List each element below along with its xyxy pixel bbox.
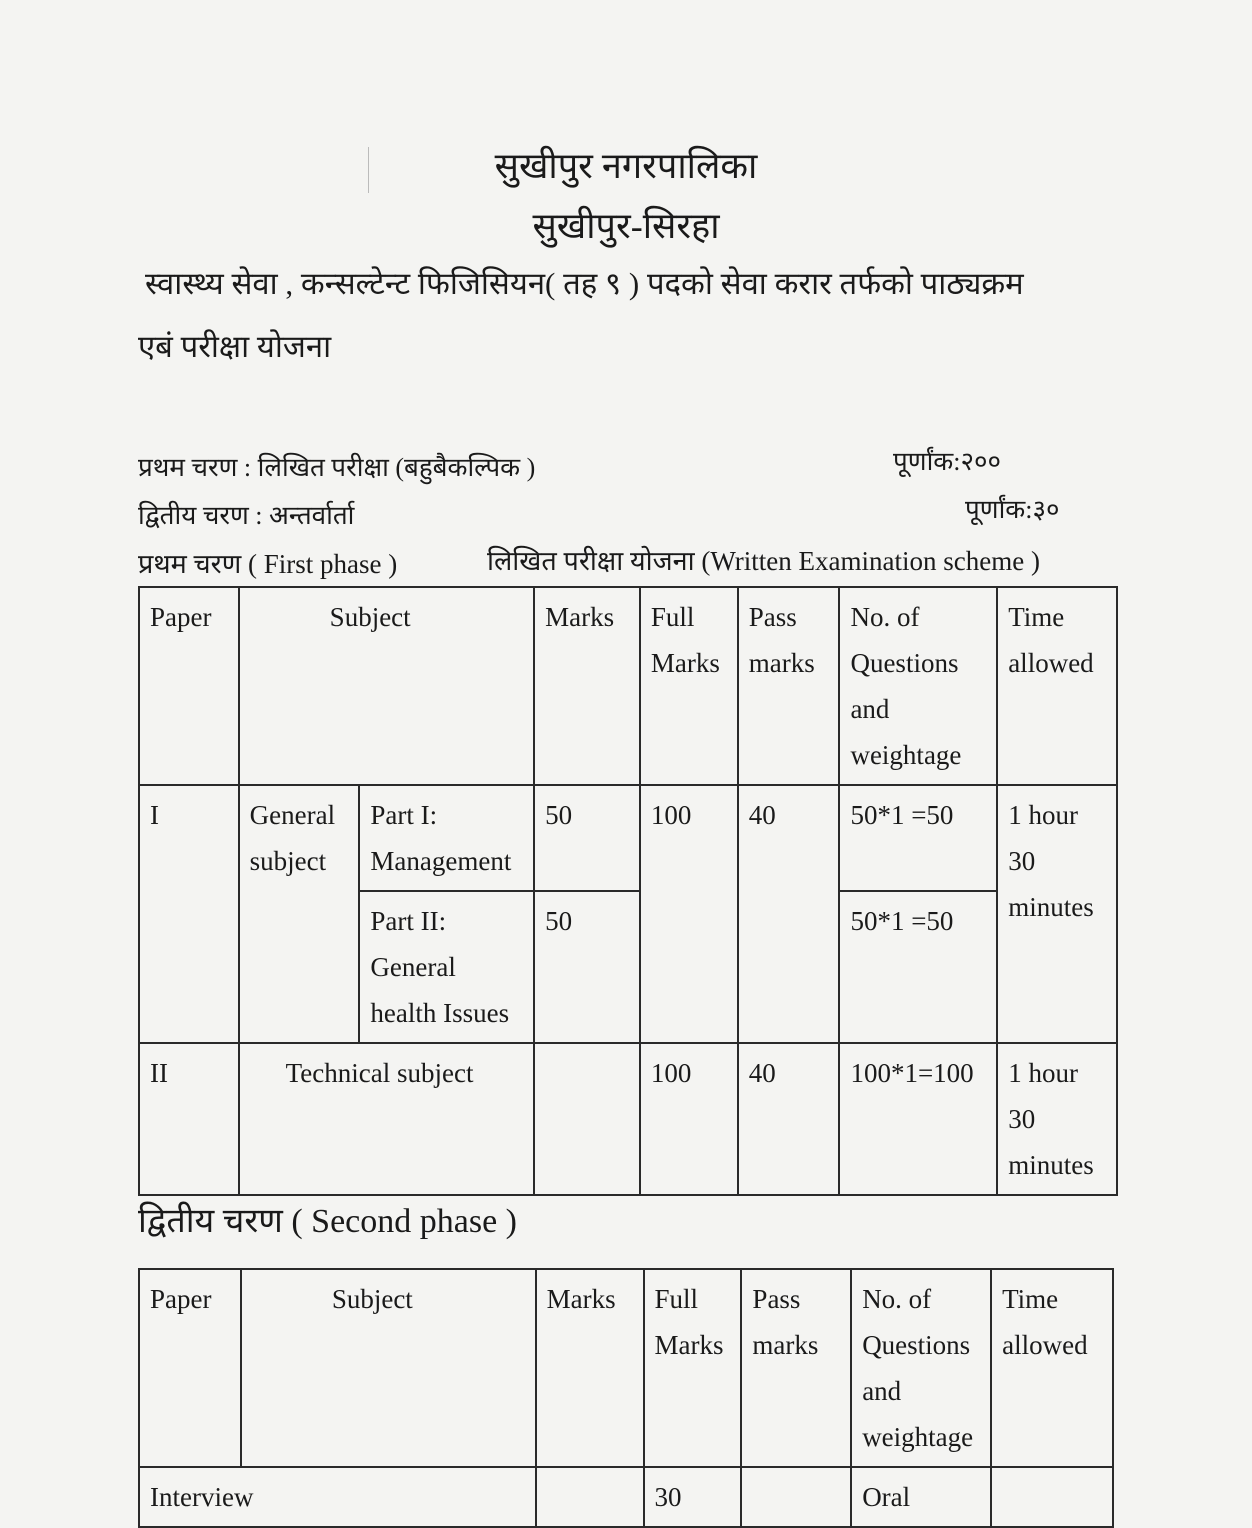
part-two-marks: 50 bbox=[534, 891, 640, 1043]
interview-method: Oral bbox=[851, 1467, 991, 1527]
header-pass-marks: Pass marks bbox=[741, 1269, 851, 1467]
paper-one-time: 1 hour 30 minutes bbox=[997, 785, 1117, 1043]
paper-one-full-marks: 100 bbox=[640, 785, 738, 1043]
header-subject: Subject bbox=[239, 587, 535, 785]
paper-two-cell: II bbox=[139, 1043, 239, 1195]
header-full-marks: Full Marks bbox=[644, 1269, 742, 1467]
document-title-line2: एबं परीक्षा योजना bbox=[138, 329, 332, 364]
header-paper: Paper bbox=[139, 1269, 241, 1467]
part-one-weightage: 50*1 =50 bbox=[839, 785, 997, 891]
municipality-title: सुखीपुर नगरपालिका bbox=[494, 146, 758, 186]
second-stage-label: द्वितीय चरण : अन्तर्वार्ता bbox=[138, 501, 355, 530]
header-marks: Marks bbox=[534, 587, 640, 785]
paper-one-cell: I bbox=[139, 785, 239, 1043]
part-one-cell: Part I: Management bbox=[359, 785, 534, 891]
interview-marks bbox=[536, 1467, 644, 1527]
first-phase-heading: प्रथम चरण ( First phase ) bbox=[138, 549, 398, 579]
interview-cell: Interview bbox=[139, 1467, 536, 1527]
first-phase-table bbox=[138, 586, 1118, 1196]
second-phase-table bbox=[138, 1268, 1114, 1528]
general-subject-cell: General subject bbox=[239, 785, 360, 1043]
paper-two-weightage: 100*1=100 bbox=[839, 1043, 997, 1195]
written-exam-scheme-heading: लिखित परीक्षा योजना (Written Examination scheme ) bbox=[487, 546, 1040, 576]
header-full-marks: Full Marks bbox=[640, 587, 738, 785]
header-marks: Marks bbox=[536, 1269, 644, 1467]
paper-one-pass-marks: 40 bbox=[738, 785, 840, 1043]
interview-full-marks: 30 bbox=[644, 1467, 742, 1527]
part-two-cell: Part II: General health Issues bbox=[359, 891, 534, 1043]
technical-subject-cell: Technical subject bbox=[239, 1043, 535, 1195]
document-title-line1: स्वास्थ्य सेवा , कन्सल्टेन्ट फिजिसियन( तह ९ ) पदको सेवा करार तर्फको पाठ्यक्रम bbox=[145, 266, 1024, 301]
paper-two-full-marks: 100 bbox=[640, 1043, 738, 1195]
table-row bbox=[139, 785, 1117, 891]
header-questions: No. of Questions and weightage bbox=[851, 1269, 991, 1467]
table-header-row bbox=[139, 587, 1117, 785]
header-paper: Paper bbox=[139, 587, 239, 785]
header-time: Time allowed bbox=[991, 1269, 1113, 1467]
first-stage-label: प्रथम चरण : लिखित परीक्षा (बहुबैकल्पिक ) bbox=[138, 453, 536, 482]
second-stage-full-marks: पूर्णांक:३० bbox=[965, 495, 1060, 524]
interview-pass-marks bbox=[741, 1467, 851, 1527]
paper-two-pass-marks: 40 bbox=[738, 1043, 840, 1195]
header-pass-marks: Pass marks bbox=[738, 587, 840, 785]
part-one-marks: 50 bbox=[534, 785, 640, 891]
header-questions: No. of Questions and weightage bbox=[839, 587, 997, 785]
part-two-weightage: 50*1 =50 bbox=[839, 891, 997, 1043]
header-subject: Subject bbox=[241, 1269, 536, 1467]
interview-time bbox=[991, 1467, 1113, 1527]
table-header-row bbox=[139, 1269, 1113, 1467]
table-row bbox=[139, 1467, 1113, 1527]
paper-two-marks bbox=[534, 1043, 640, 1195]
paper-two-time: 1 hour 30 minutes bbox=[997, 1043, 1117, 1195]
table-row bbox=[139, 1043, 1117, 1195]
first-stage-full-marks: पूर्णांक:२०० bbox=[893, 447, 1002, 476]
location-title: सुखीपुर-सिरहा bbox=[532, 206, 720, 246]
header-time: Time allowed bbox=[997, 587, 1117, 785]
second-phase-heading: द्वितीय चरण ( Second phase ) bbox=[138, 1203, 517, 1240]
